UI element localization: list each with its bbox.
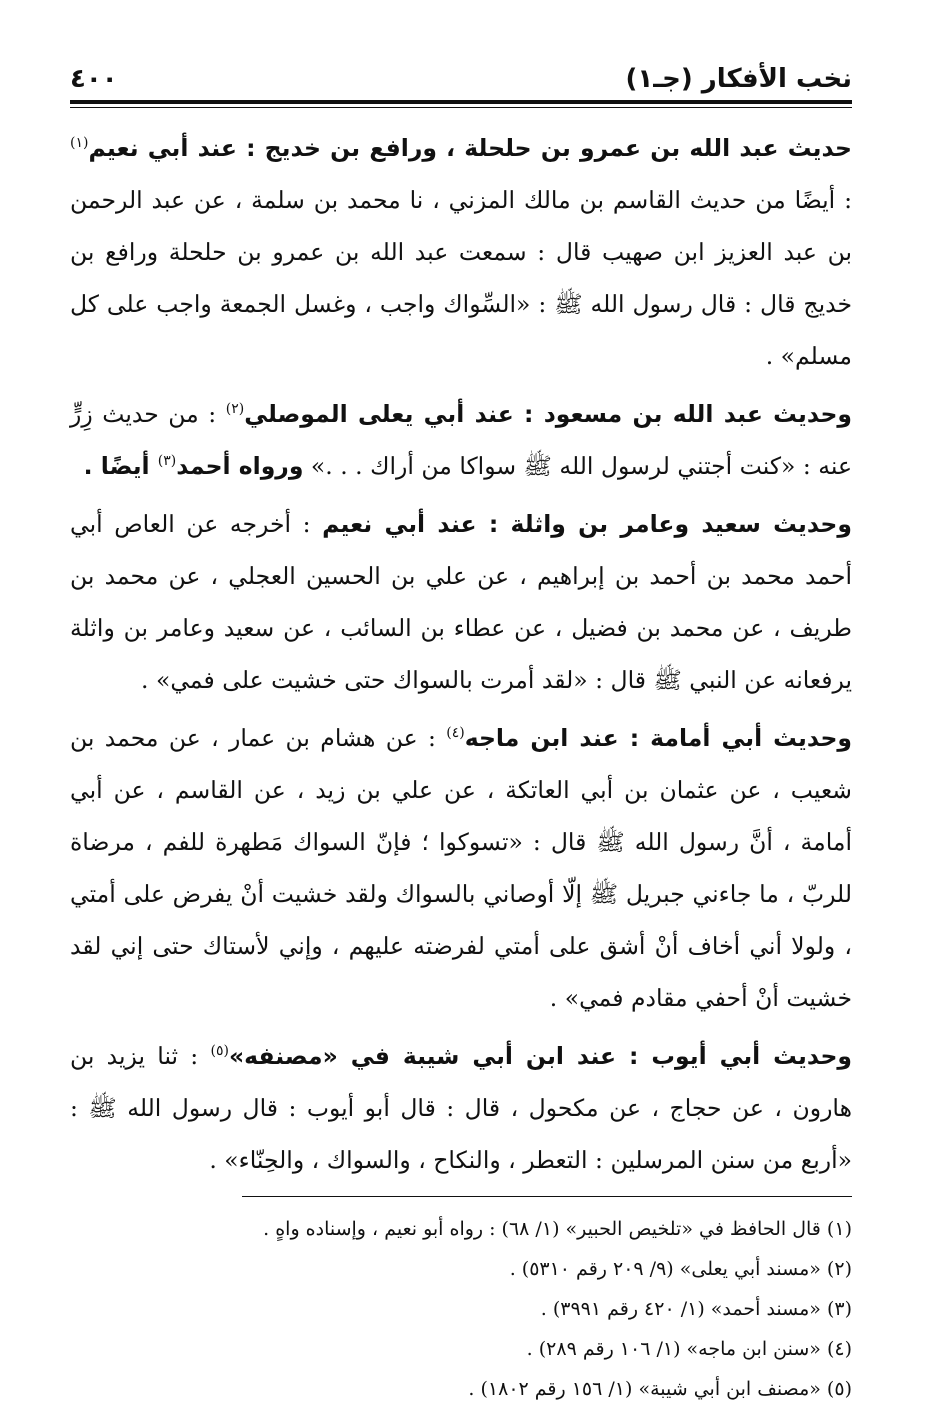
footnote-ref: (٣) <box>157 453 177 470</box>
footnotes <box>70 1209 852 1409</box>
footnote: (٣) «مسند أحمد» (١/ ٤٢٠ رقم ٣٩٩١) . <box>540 1298 852 1320</box>
paragraph-heading: حديث عبد الله بن عمرو بن حلحلة ، ورافع بن خديج : عند أبي نعيم <box>88 134 852 162</box>
footnote-ref: (٤) <box>446 725 465 742</box>
footnote: (٢) «مسند أبي يعلى» (٩/ ٢٠٩ رقم ٥٣١٠) . <box>509 1258 852 1280</box>
book-title: نخب الأفكار (جـ١) <box>625 64 852 94</box>
footnote-ref: (١) <box>70 135 89 152</box>
paragraph <box>70 388 852 492</box>
paragraph-heading: وحديث أبي أمامة : عند ابن ماجه <box>464 724 853 752</box>
paragraph <box>70 122 852 382</box>
paragraph-body: : أيضًا من حديث القاسم بن مالك المزني ، نا محمد بن سلمة ، عن عبد الرحمن بن عبد العزيز ابن صهيب قال : سمعت عبد الله بن عمرو بن حلحلة ورافع بن خديج قال : قال رسول الله ﷺ : «السِّواك واجب ، وغسل الجمعة واجب على كل مسلم» . <box>70 186 852 370</box>
book-page <box>70 50 853 1400</box>
footnote: (٤) «سنن ابن ماجه» (١/ ١٠٦ رقم ٢٨٩) . <box>526 1338 852 1360</box>
paragraph-body: : ثنا يزيد بن هارون ، عن حجاج ، عن مكحول ، قال : قال أبو أيوب : قال رسول الله ﷺ : «أربع من سنن المرسلين : التعطر ، والنكاح ، والسواك ، والحِنّاء» . <box>70 1042 852 1174</box>
footnote-separator <box>242 1196 852 1197</box>
main-text <box>70 122 852 1186</box>
footnote-ref: (٢) <box>225 401 245 418</box>
page-number: ٤٠٠ <box>70 64 118 94</box>
paragraph-inline-bold: ورواه أحمد <box>176 452 304 480</box>
paragraph-body: : من حديث زِرٍّ عنه : «كنت أجتني لرسول الله ﷺ سواكا من أراك . . .» <box>70 400 852 480</box>
footnote: (١) قال الحافظ في «تلخيص الحبير» (١/ ٦٨) : رواه أبو نعيم ، وإسناده واهٍ . <box>263 1218 852 1240</box>
paragraph-body: : عن هشام بن عمار ، عن محمد بن شعيب ، عن عثمان بن أبي العاتكة ، عن علي بن زيد ، عن القاسم ، عن أبي أمامة ، أنَّ رسول الله ﷺ قال : «تسوكوا ؛ فإنّ السواك مَطهرة للفم ، مرضاة للربّ ، ما جاءني جبريل ﷺ إلّا أوصاني بالسواك ولقد خشيت أنْ يفرض على أمتي ، ولولا أني أخاف أنْ أشق على أمتي لفرضته عليهم ، وإني لأستاك حتى إني لقد خشيت أنْ أحفي مقادم فمي» . <box>70 724 852 1012</box>
page-header <box>70 50 852 94</box>
header-rule-thin <box>70 107 852 108</box>
paragraph-body: : أخرجه عن العاص أبي أحمد محمد بن أحمد بن إبراهيم ، عن علي بن الحسين العجلي ، عن محمد بن طريف ، عن محمد بن فضيل ، عن عطاء بن السائب ، عن سعيد وعامر بن واثلة يرفعانه عن النبي ﷺ قال : «لقد أمرت بالسواك حتى خشيت على فمي» . <box>70 510 852 694</box>
paragraph-heading: وحديث أبي أيوب : عند ابن أبي شيبة في «مصنفه» <box>228 1042 852 1070</box>
footnote-ref: (٥) <box>210 1043 229 1060</box>
paragraph <box>70 498 852 706</box>
footnote: (٥) «مصنف ابن أبي شيبة» (١/ ١٥٦ رقم ١٨٠٢) . <box>468 1378 852 1400</box>
paragraph-body-end: أيضًا . <box>83 452 158 480</box>
header-rule-thick <box>70 100 852 104</box>
paragraph <box>70 712 852 1024</box>
paragraph <box>70 1030 852 1186</box>
paragraph-heading: وحديث سعيد وعامر بن واثلة : عند أبي نعيم <box>322 510 852 538</box>
paragraph-heading: وحديث عبد الله بن مسعود : عند أبي يعلى الموصلي <box>244 400 852 428</box>
